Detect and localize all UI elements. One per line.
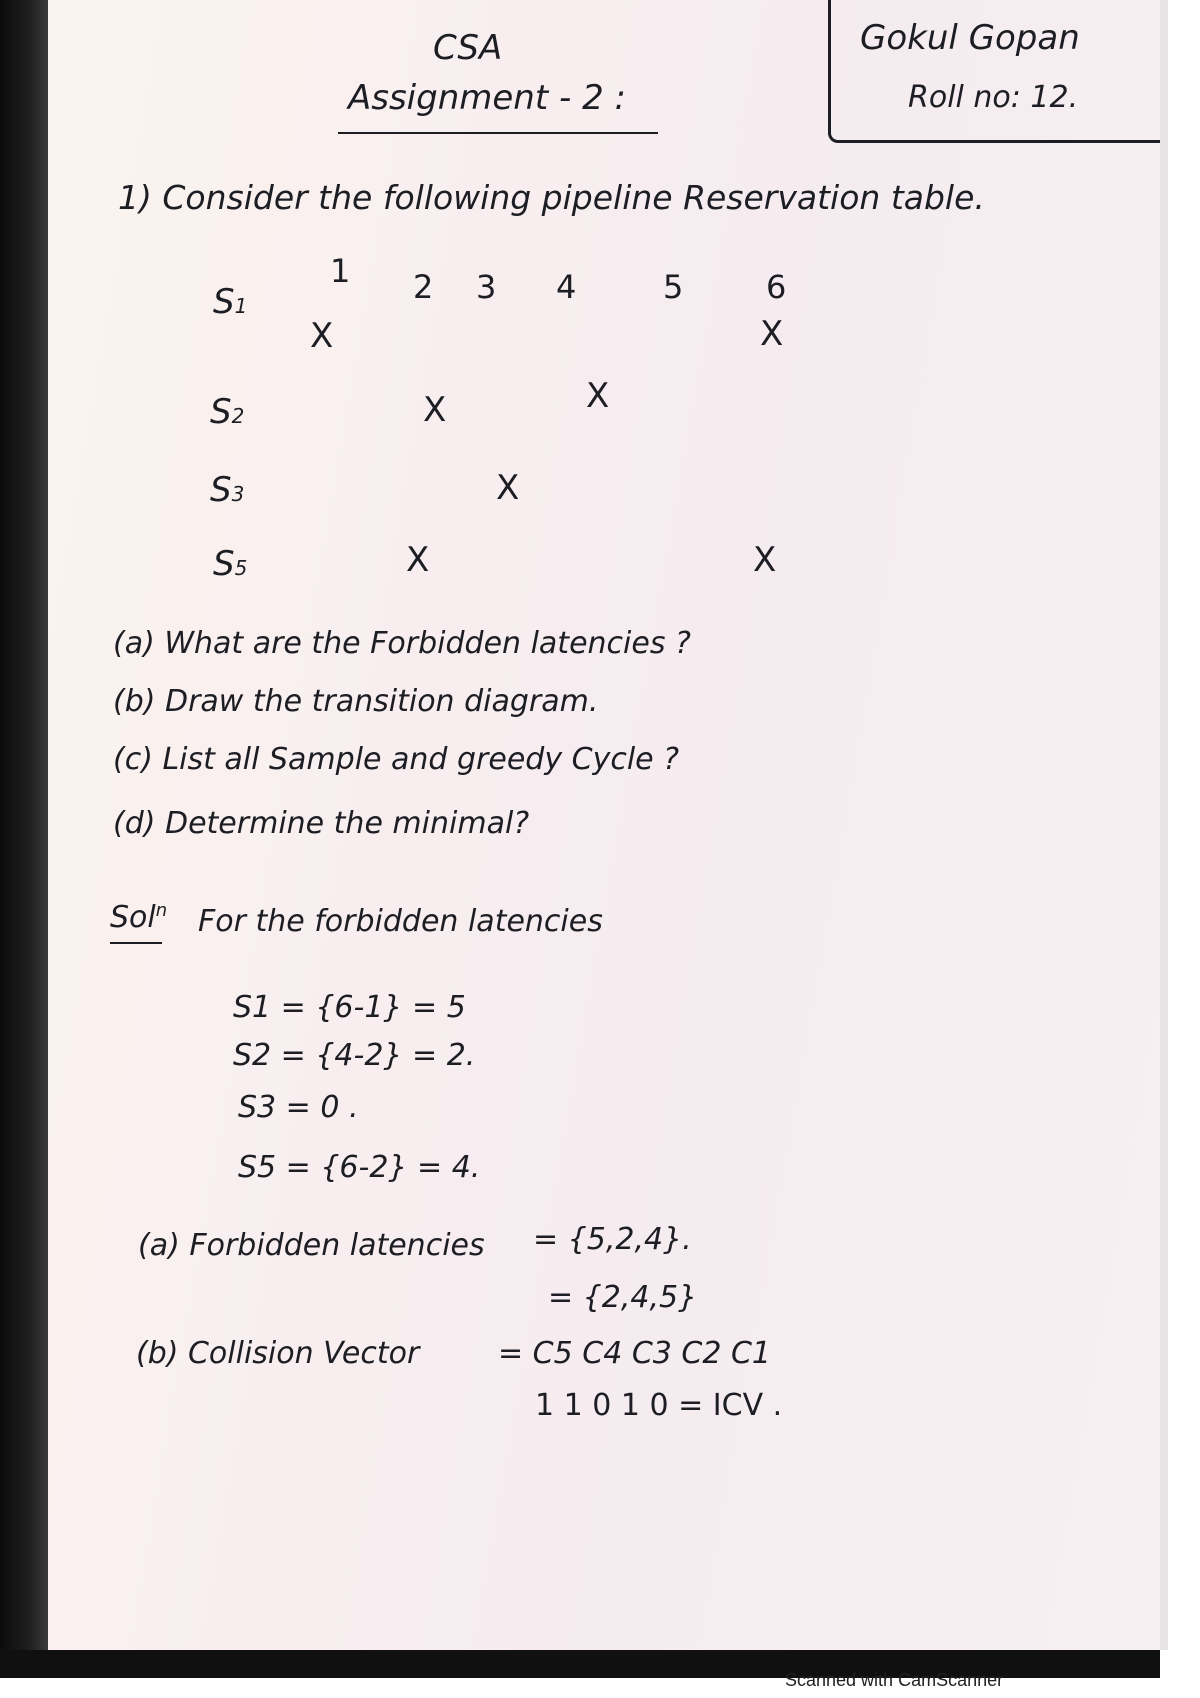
latency-s2: S2 = {4-2} = 2. [233,1038,476,1073]
collision-bits: 1 1 0 1 0 = ICV . [535,1388,783,1423]
forbidden-sorted: = {2,4,5} [548,1280,698,1315]
forbidden-label: (a) Forbidden latencies [138,1228,485,1263]
mark-s5-t2: X [406,540,430,580]
stage-label-s5: S5 [213,544,248,584]
col-header-4: 4 [556,268,577,306]
course-title: CSA [433,28,503,68]
stage-label-s2: S2 [210,392,245,432]
latency-s5: S5 = {6-2} = 4. [238,1150,481,1185]
scanner-watermark: Scanned with CamScanner [785,1670,1004,1690]
collision-header: = C5 C4 C3 C2 C1 [498,1336,771,1371]
student-name: Gokul Gopan [860,18,1080,58]
mark-s1-t6: X [760,314,784,354]
roll-number: Roll no: 12. [908,80,1079,115]
question-part-a: (a) What are the Forbidden latencies ? [113,626,691,661]
col-header-1: 1 [330,252,351,290]
title-underline [338,132,658,134]
solution-intro: For the forbidden latencies [198,904,603,939]
page-edge [1160,0,1168,1650]
question-intro: 1) Consider the following pipeline Reservation table. [118,178,985,217]
solution-underline [110,942,162,944]
assignment-title: Assignment - 2 : [348,78,626,118]
paper-sheet [48,0,1160,1650]
col-header-6: 6 [766,268,787,306]
collision-label: (b) Collision Vector [136,1336,420,1371]
stage-label-s1: S1 [213,282,248,322]
question-part-b: (b) Draw the transition diagram. [113,684,599,719]
binder-edge [0,0,48,1650]
mark-s2-t4: X [586,376,610,416]
mark-s5-t6: X [753,540,777,580]
mark-s2-t2: X [423,390,447,430]
latency-s3: S3 = 0 . [238,1090,359,1125]
mark-s1-t1: X [310,316,334,356]
solution-label: Sol$^n$ [110,900,168,935]
latency-s1: S1 = {6-1} = 5 [233,990,466,1025]
mark-s3-t3: X [496,468,520,508]
col-header-5: 5 [663,268,684,306]
col-header-3: 3 [476,268,497,306]
stage-label-s3: S3 [210,470,245,510]
forbidden-value: = {5,2,4}. [533,1222,692,1257]
col-header-2: 2 [413,268,434,306]
question-part-d: (d) Determine the minimal? [113,806,530,841]
question-part-c: (c) List all Sample and greedy Cycle ? [113,742,680,777]
